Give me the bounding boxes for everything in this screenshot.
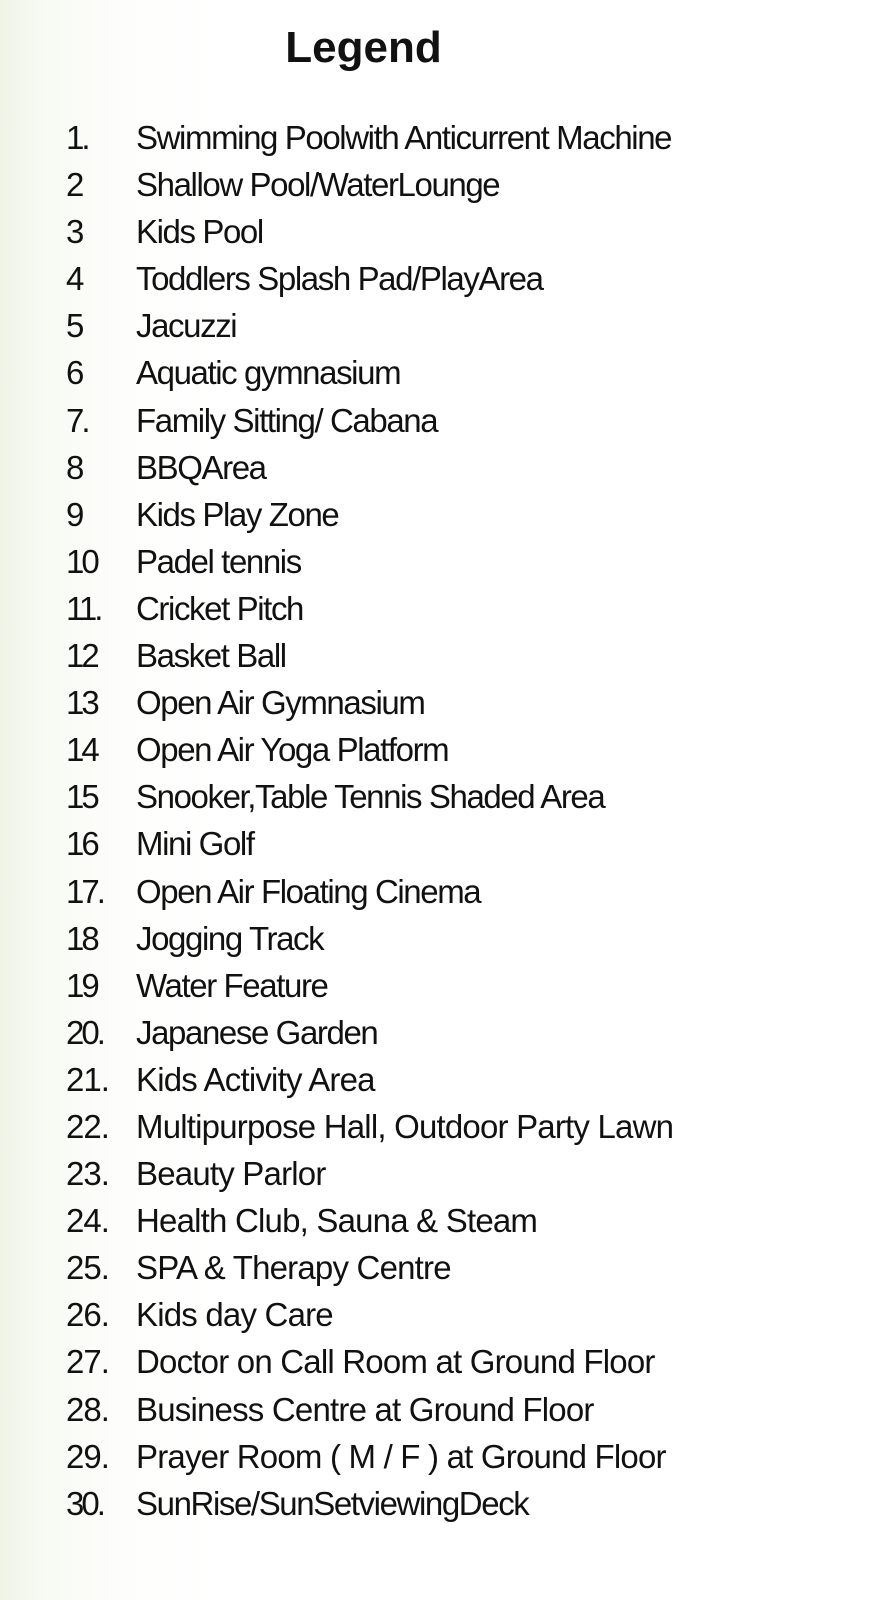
legend-item-number: 11. [66, 589, 101, 627]
legend-item-number: 29. [66, 1437, 109, 1475]
legend-item-number: 5 [66, 307, 82, 345]
legend-item [0, 161, 877, 208]
legend-item-label: Mini Golf [136, 825, 254, 863]
legend-item-number: 12 [66, 637, 97, 675]
legend-item [0, 1009, 877, 1056]
legend-item-number: 2 [66, 166, 82, 204]
legend-item [0, 397, 877, 444]
legend-item [0, 773, 877, 820]
legend-item-label: Prayer Room ( M / F ) at Ground Floor [136, 1437, 666, 1475]
legend-item-number: 21. [66, 1060, 109, 1098]
legend-item-label: Toddlers Splash Pad/PlayArea [136, 260, 543, 298]
legend-item-label: Kids Activity Area [136, 1060, 375, 1098]
legend-item [0, 1056, 877, 1103]
legend-item [0, 444, 877, 491]
legend-item-number: 10 [66, 542, 97, 580]
legend-item-label: Water Feature [136, 966, 328, 1004]
legend-item-label: Open Air Gymnasium [136, 684, 425, 722]
legend-item [0, 114, 877, 161]
legend-item-label: Open Air Floating Cinema [136, 872, 481, 910]
legend-item-number: 4 [66, 260, 82, 298]
legend-item-label: Beauty Parlor [136, 1155, 326, 1193]
legend-item [0, 962, 877, 1009]
legend-item [0, 491, 877, 538]
legend-item [0, 1433, 877, 1480]
legend-item-number: 9 [66, 495, 82, 533]
legend-list [0, 114, 877, 1527]
legend-item-label: BBQArea [136, 448, 266, 486]
legend-item-number: 6 [66, 354, 82, 392]
legend-item-number: 25. [66, 1249, 109, 1287]
legend-item-label: Kids Pool [136, 213, 263, 251]
legend-item-number: 3 [66, 213, 82, 251]
legend-item-number: 27. [66, 1343, 109, 1381]
legend-item [0, 1103, 877, 1150]
legend-item-label: Health Club, Sauna & Steam [136, 1202, 538, 1240]
legend-item-number: 28. [66, 1390, 109, 1428]
legend-item-number: 14 [66, 731, 97, 769]
legend-item [0, 1244, 877, 1291]
legend-item-label: Snooker,Table Tennis Shaded Area [136, 778, 605, 816]
legend-item [0, 915, 877, 962]
legend-item-label: Basket Ball [136, 637, 286, 675]
legend-item-number: 8 [66, 448, 82, 486]
legend-item-number: 7. [66, 401, 88, 439]
legend-item-number: 26. [66, 1296, 109, 1334]
legend-item-label: Multipurpose Hall, Outdoor Party Lawn [136, 1107, 674, 1145]
legend-item-number: 22. [66, 1107, 109, 1145]
legend-item [0, 1150, 877, 1197]
legend-item-label: Swimming Poolwith Anticurrent Machine [136, 119, 672, 156]
legend-item-label: SPA & Therapy Centre [136, 1249, 451, 1287]
legend-item-number: 16 [66, 825, 97, 863]
legend-item [0, 1386, 877, 1433]
legend-item-label: Aquatic gymnasium [136, 354, 401, 392]
legend-item-label: Cricket Pitch [136, 589, 304, 627]
legend-item-label: Japanese Garden [136, 1013, 378, 1051]
legend-item-number: 30. [66, 1484, 103, 1522]
legend-item [0, 585, 877, 632]
legend-item-number: 13 [66, 684, 97, 722]
legend-item [0, 632, 877, 679]
legend-item-number: 19 [66, 966, 97, 1004]
legend-item [0, 1480, 877, 1527]
legend-item-number: 24. [66, 1202, 109, 1240]
legend-item [0, 726, 877, 773]
legend-item-label: Jogging Track [136, 919, 324, 957]
legend-item [0, 349, 877, 396]
legend-item [0, 1291, 877, 1338]
legend-item-label: Padel tennis [136, 542, 301, 580]
legend-item [0, 868, 877, 915]
legend-item [0, 255, 877, 302]
legend-item-number: 1. [66, 119, 88, 156]
legend-item [0, 538, 877, 585]
legend-item-label: Shallow Pool/WaterLounge [136, 166, 500, 204]
legend-item-label: SunRise/SunSetviewingDeck [136, 1484, 529, 1522]
legend-item [0, 679, 877, 726]
legend-item-label: Kids day Care [136, 1296, 333, 1334]
legend-item [0, 820, 877, 867]
legend-item [0, 1197, 877, 1244]
legend-item [0, 302, 877, 349]
legend-item-number: 20. [66, 1013, 103, 1051]
legend-item-label: Jacuzzi [136, 307, 237, 345]
legend-item [0, 208, 877, 255]
legend-title: Legend [285, 23, 442, 72]
legend-item-label: Family Sitting/ Cabana [136, 401, 438, 439]
legend-item-label: Doctor on Call Room at Ground Floor [136, 1343, 655, 1381]
legend-item-label: Kids Play Zone [136, 495, 339, 533]
legend-item-number: 17. [66, 872, 103, 910]
legend-item-label: Business Centre at Ground Floor [136, 1390, 594, 1428]
legend-item [0, 1338, 877, 1385]
legend-item-number: 15 [66, 778, 97, 816]
legend-item-number: 18 [66, 919, 97, 957]
legend-item-label: Open Air Yoga Platform [136, 731, 449, 769]
legend-item-number: 23. [66, 1155, 109, 1193]
